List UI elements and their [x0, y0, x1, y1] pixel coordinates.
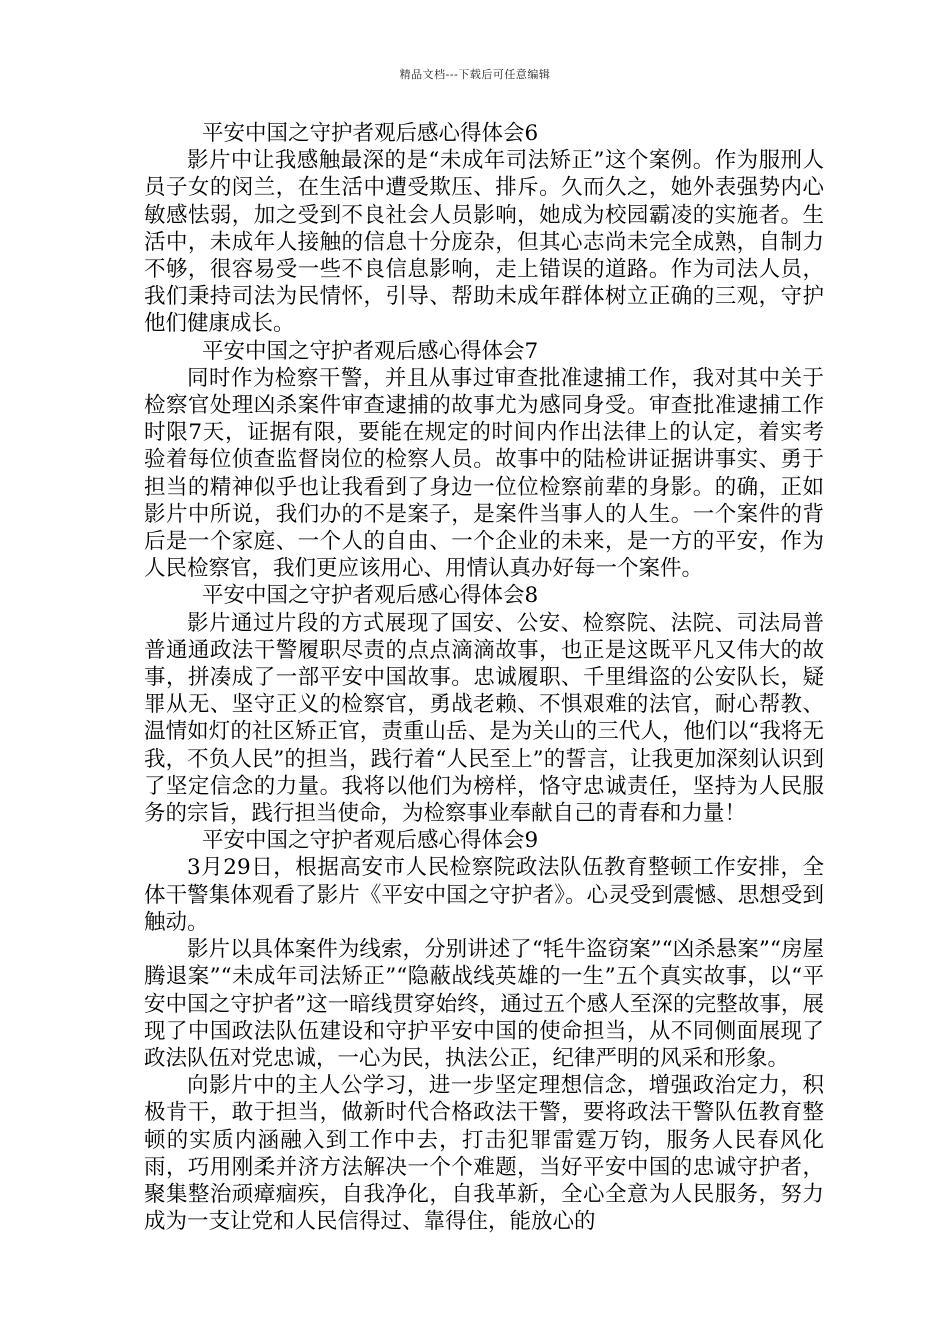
- body-paragraph: 同时作为检察干警，并且从事过审查批准逮捕工作，我对其中关于检察官处理凶杀案件审查逮捕的故事尤为感同身受。审查批准逮捕工作时限7天，证据有限，要能在规定的时间内作出法律上的认定，着实考验着每位侦查监督岗位的检察人员。故事中的陆检讲证据讲事实、勇于担当的精神似乎也让我看到了身边一位位检察前辈的身影。的确，正如影片中所说，我们办的不是案子，是案件当事人的人生。一个案件的背后是一个家庭、一个人的自由、一个企业的未来，是一方的平安，作为人民检察官，我们更应该用心、用情认真办好每一个案件。: [144, 365, 824, 582]
- body-paragraph: 影片以具体案件为线索，分别讲述了“牦牛盗窃案”“凶杀悬案”“房屋腾退案”“未成年司法矫正”“隐蔽战线英雄的一生”五个真实故事，以“平安中国之守护者”这一暗线贯穿始终，通过五个感人至深的完整故事，展现了中国政法队伍建设和守护平安中国的使命担当，从不同侧面展现了政法队伍对党忠诚，一心为民，执法公正，纪律严明的风采和形象。: [144, 937, 824, 1071]
- section-heading: 平安中国之守护者观后感心得体会6: [202, 121, 539, 146]
- body-paragraph: 3月29日，根据高安市人民检察院政法队伍教育整顿工作安排，全体干警集体观看了影片《平安中国之守护者》。心灵受到震憾、思想受到触动。: [144, 855, 824, 935]
- section-heading: 平安中国之守护者观后感心得体会8: [202, 583, 539, 609]
- document-body: [144, 120, 824, 1235]
- body-paragraph: 向影片中的主人公学习，进一步坚定理想信念，增强政治定力，积极肯干，敢于担当，做新时代合格政法干警，要将政法干警队伍教育整顿的实质内涵融入到工作中去，打击犯罪雷霆万钧，服务人民春风化雨，巧用刚柔并济方法解决一个个难题，当好平安中国的忠诚守护者，聚集整治顽瘴痼疾，自我净化，自我革新，全心全意为人民服务，努力成为一支让党和人民信得过、靠得住，能放心的: [144, 1073, 824, 1235]
- body-paragraph: 影片通过片段的方式展现了国安、公安、检察院、法院、司法局普普通通政法干警履职尽责的点点滴滴故事，也正是这既平凡又伟大的故事，拼凑成了一部平安中国故事。忠诚履职、千里缉盗的公安队长，疑罪从无、坚守正义的检察官，勇战老赖、不惧艰难的法官，耐心帮教、温情如灯的社区矫正官，责重山岳、是为关山的三代人，他们以“我将无我，不负人民”的担当，践行着“人民至上”的誓言，让我更加深刻认识到了坚定信念的力量。我将以他们为榜样，恪守忠诚责任，坚持为人民服务的宗旨，践行担当使命，为检察事业奉献自己的青春和力量！: [144, 610, 824, 827]
- page-header: 精品文档---下载后可任意编辑: [399, 68, 551, 81]
- section-heading: 平安中国之守护者观后感心得体会9: [202, 828, 539, 854]
- body-paragraph: 影片中让我感触最深的是“未成年司法矫正”这个案例。作为服刑人员子女的闵兰，在生活中遭受欺压、排斥。久而久之，她外表强势内心敏感怯弱，加之受到不良社会人员影响，她成为校园霸凌的实施者。生活中，未成年人接触的信息十分庞杂，但其心志尚未完全成熟，自制力不够，很容易受一些不良信息影响，走上错误的道路。作为司法人员，我们秉持司法为民情怀，引导、帮助未成年群体树立正确的三观，守护他们健康成长。: [144, 148, 824, 337]
- section-heading: 平安中国之守护者观后感心得体会7: [202, 338, 539, 364]
